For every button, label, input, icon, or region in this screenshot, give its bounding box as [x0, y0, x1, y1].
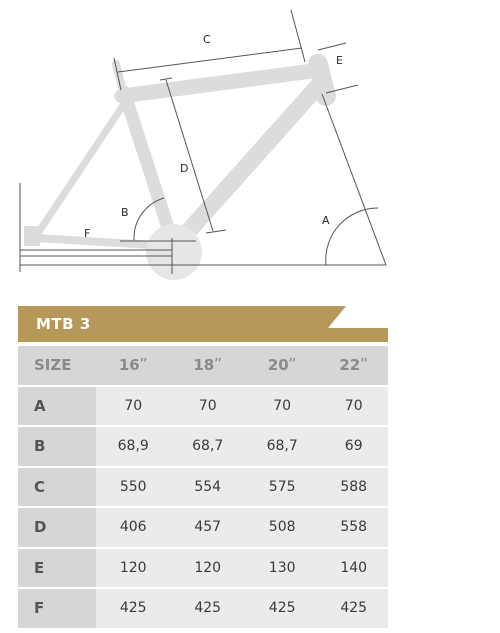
- table-cell: 457: [170, 508, 244, 549]
- label-a: A: [322, 214, 330, 227]
- table-cell: 425: [96, 589, 170, 630]
- table-cell: 69: [319, 427, 388, 468]
- row-label: A: [18, 387, 96, 428]
- size-column-header: 22ʺ: [319, 346, 388, 387]
- table-cell: 575: [245, 468, 319, 509]
- table-cell: 120: [96, 549, 170, 590]
- frame-geometry-diagram: [0, 0, 500, 290]
- table-row: [18, 589, 388, 630]
- row-label: E: [18, 549, 96, 590]
- bottom-bracket: [146, 224, 202, 280]
- model-title: MTB 3: [36, 315, 91, 333]
- table-row: [18, 508, 388, 549]
- dropout: [24, 226, 40, 246]
- row-label: F: [18, 589, 96, 630]
- size-column-header: 20ʺ: [245, 346, 319, 387]
- size-header: SIZE: [18, 346, 96, 387]
- row-label: C: [18, 468, 96, 509]
- seat-stay: [36, 104, 124, 236]
- dimension-a: [322, 94, 386, 265]
- table-cell: 508: [245, 508, 319, 549]
- table-row: [18, 427, 388, 468]
- row-label: B: [18, 427, 96, 468]
- top-tube: [122, 70, 320, 96]
- table-row: [18, 387, 388, 428]
- table-cell: 70: [170, 387, 244, 428]
- seat-post: [116, 64, 124, 94]
- table-cell: 130: [245, 549, 319, 590]
- label-b: B: [121, 206, 129, 219]
- label-e: E: [336, 54, 343, 67]
- table-cell: 68,7: [170, 427, 244, 468]
- table-cell: 425: [245, 589, 319, 630]
- table-row: [18, 468, 388, 509]
- table-cell: 68,9: [96, 427, 170, 468]
- label-f: F: [84, 227, 91, 240]
- table-cell: 70: [319, 387, 388, 428]
- model-title-band: [18, 306, 388, 342]
- table-cell: 425: [319, 589, 388, 630]
- geometry-table: [18, 346, 388, 630]
- table-cell: 70: [96, 387, 170, 428]
- table-cell: 550: [96, 468, 170, 509]
- table-row: [18, 549, 388, 590]
- seat-tube: [124, 92, 172, 240]
- table-cell: 588: [319, 468, 388, 509]
- size-column-header: 18ʺ: [170, 346, 244, 387]
- table-cell: 425: [170, 589, 244, 630]
- table-cell: 554: [170, 468, 244, 509]
- bike-frame: [36, 64, 326, 246]
- row-label: D: [18, 508, 96, 549]
- table-cell: 70: [245, 387, 319, 428]
- table-cell: 120: [170, 549, 244, 590]
- reference-lines: [20, 183, 386, 274]
- table-cell: 140: [319, 549, 388, 590]
- label-c: C: [203, 33, 211, 46]
- down-tube: [185, 86, 318, 235]
- label-d: D: [180, 162, 189, 175]
- table-cell: 68,7: [245, 427, 319, 468]
- table-cell: 558: [319, 508, 388, 549]
- size-column-header: 16ʺ: [96, 346, 170, 387]
- table-cell: 406: [96, 508, 170, 549]
- table-header-row: [18, 346, 388, 387]
